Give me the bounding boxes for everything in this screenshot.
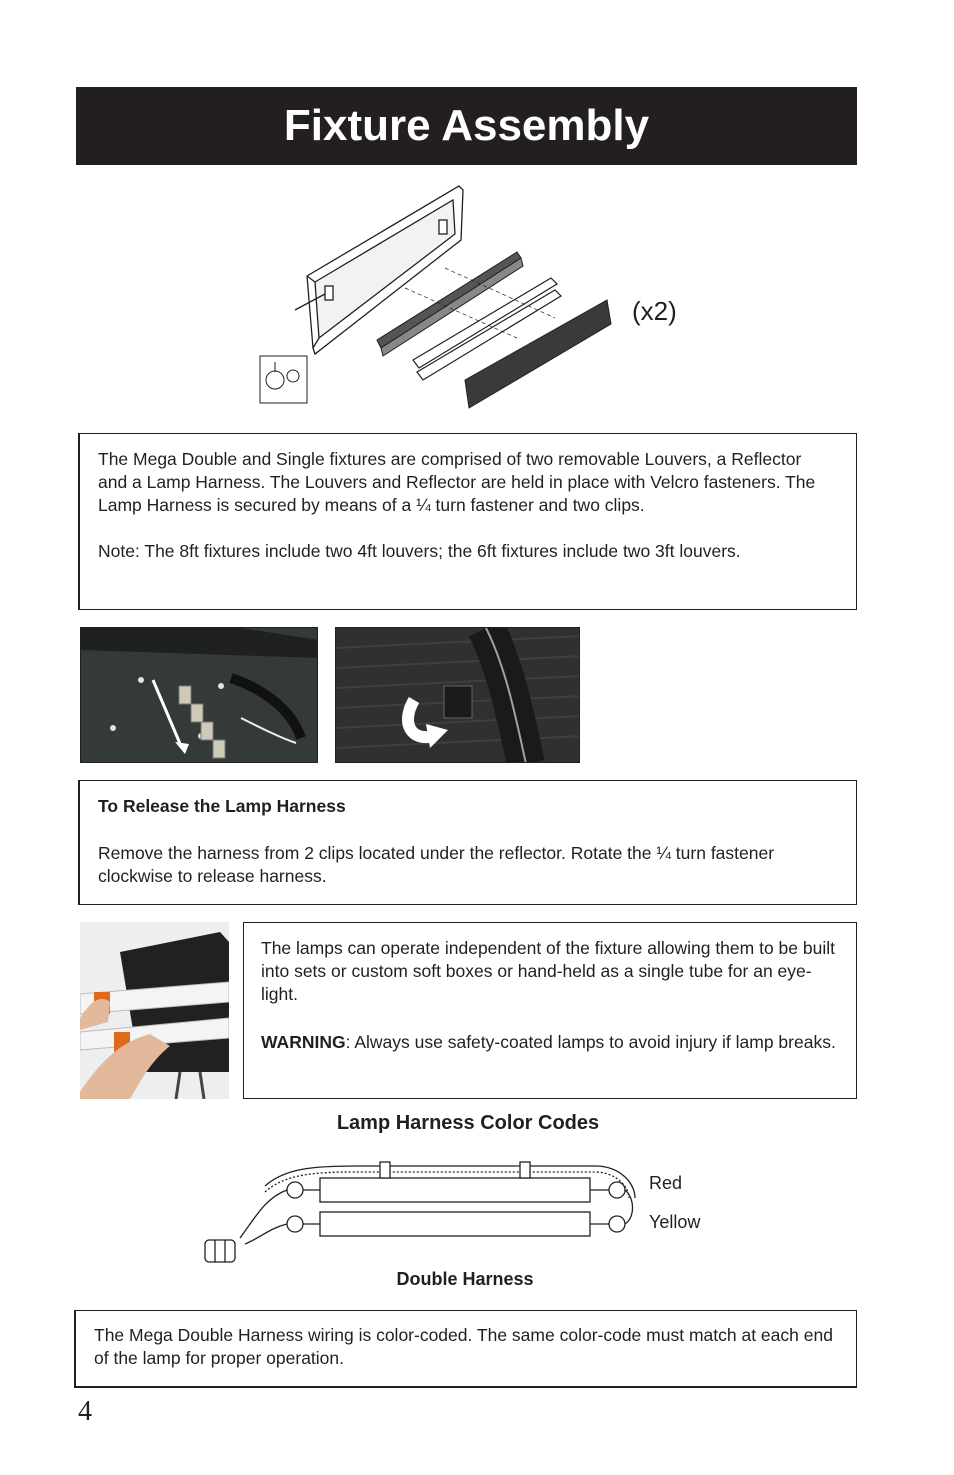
intro-text-box	[78, 433, 857, 610]
warning-paragraph	[261, 1029, 841, 1056]
fastener-detail-inset	[260, 356, 307, 403]
release-heading: To Release the Lamp Harness	[98, 796, 346, 816]
lamps-paragraph: The lamps can operate independent of the fixture allowing them to be built into sets or custom soft boxes or hand-held as a single tube for an eye-light.	[261, 938, 835, 1004]
page-number: 4	[78, 1396, 92, 1427]
intro-paragraph: The Mega Double and Single fixtures are comprised of two removable Louvers, a Reflector and a Lamp Harness. The Louvers and Reflector are held in place with Velcro fasteners. The Lamp Harness is secured by means of a ¼ turn fastener and two clips.	[98, 449, 816, 515]
harness-clips-photo	[80, 627, 318, 763]
color-code-paragraph: The Mega Double Harness wiring is color-coded. The same color-code must match at each end of the lamp for proper operation.	[94, 1325, 833, 1368]
page-title: Fixture Assembly	[283, 101, 650, 150]
color-code-note-box	[74, 1310, 857, 1388]
fixture-exploded-diagram	[255, 178, 635, 413]
lamps-info-box	[243, 922, 857, 1099]
wire-label-yellow: Yellow	[649, 1212, 701, 1232]
hand-held-lamp-photo	[80, 922, 229, 1099]
quantity-label: (x2)	[632, 296, 677, 326]
quarter-turn-fastener-photo	[335, 627, 580, 763]
warning-label: WARNING	[261, 1032, 346, 1052]
title-bar	[76, 87, 857, 165]
harness-caption: Double Harness	[396, 1269, 534, 1289]
warning-text: : Always use safety-coated lamps to avoid injury if lamp breaks.	[345, 1032, 836, 1052]
release-harness-box	[78, 780, 857, 905]
wire-label-red: Red	[649, 1173, 683, 1193]
double-harness-diagram	[195, 1158, 640, 1268]
intro-note: Note: The 8ft fixtures include two 4ft louvers; the 6ft fixtures include two 3ft louvers.	[98, 541, 741, 561]
release-paragraph: Remove the harness from 2 clips located under the reflector. Rotate the ¼ turn fastener clockwise to release harness.	[98, 843, 775, 886]
color-codes-heading: Lamp Harness Color Codes	[336, 1112, 600, 1134]
fixture-body-drawing	[295, 186, 463, 354]
